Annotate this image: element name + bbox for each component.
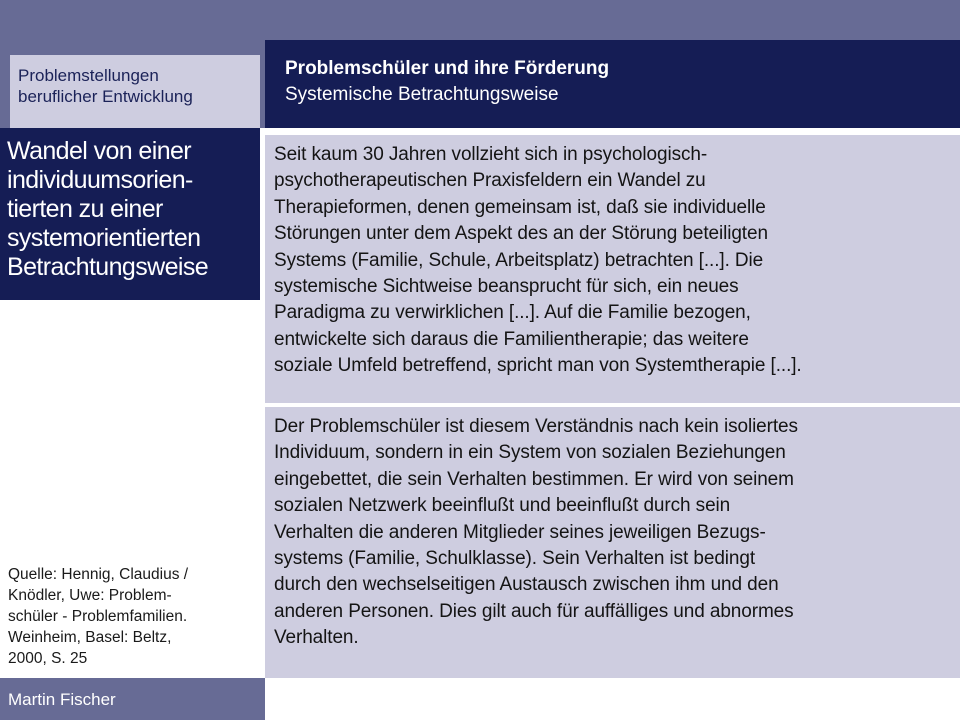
topic-text: Wandel von einer individuumsorien- tierten zu einer systemorientierten Betrachtungsweise [7, 137, 209, 281]
author-name: Martin Fischer [8, 690, 116, 709]
source-citation [8, 564, 258, 669]
slide-title: Problemschüler und ihre Förderung [285, 58, 610, 79]
source-citation-text: Quelle: Hennig, Claudius / Knödler, Uwe: Problem- schüler - Problemfamilien. Weinheim, Basel: Beltz, 2000, S. 25 [8, 566, 189, 667]
content-box-2 [265, 407, 960, 678]
section-label-text: Problemstellungen beruflicher Entwicklung [18, 66, 193, 106]
section-label [10, 55, 260, 128]
top-band [0, 0, 960, 40]
paragraph-2: Der Problemschüler ist diesem Verständnis nach kein isoliertes Individuum, sondern in ein System von sozialen Beziehungen eingebettet, die sein Verhalten bestimmen. Er wird von seinem sozialen Netzwerk beeinflußt und beeinflußt durch sein Verhalten die anderen Mitglieder seines jeweiligen Bezugs- systems (Familie, Schulklasse). Sein Verhalten ist bedingt durch den wechselseitigen Austausch zwischen ihm und den anderen Personen. Dies gilt auch für auffälliges und abnormes Verhalten. [274, 416, 798, 649]
footer-blank [265, 678, 960, 720]
slide-subtitle: Systemische Betrachtungsweise [285, 84, 559, 105]
slide-header [265, 40, 960, 128]
topic-box [0, 128, 260, 300]
paragraph-1: Seit kaum 30 Jahren vollzieht sich in psychologisch- psychotherapeutischen Praxisfeldern ein Wandel zu Therapieformen, denen gemeinsam ist, daß sie individuelle Störungen unter dem Aspekt des an der Störung beteiligten Systems (Familie, Schule, Arbeitsplatz) betrachten [...]. Die systemische Sichtweise beansprucht für sich, ein neues Paradigma zu verwirklichen [...]. Auf die Familie bezogen, entwickelte sich daraus die Familientherapie; das weitere soziale Umfeld betreffend, spricht man von Systemtherapie [...]. [274, 144, 802, 377]
content-box-1 [265, 135, 960, 403]
author-footer [0, 678, 265, 720]
